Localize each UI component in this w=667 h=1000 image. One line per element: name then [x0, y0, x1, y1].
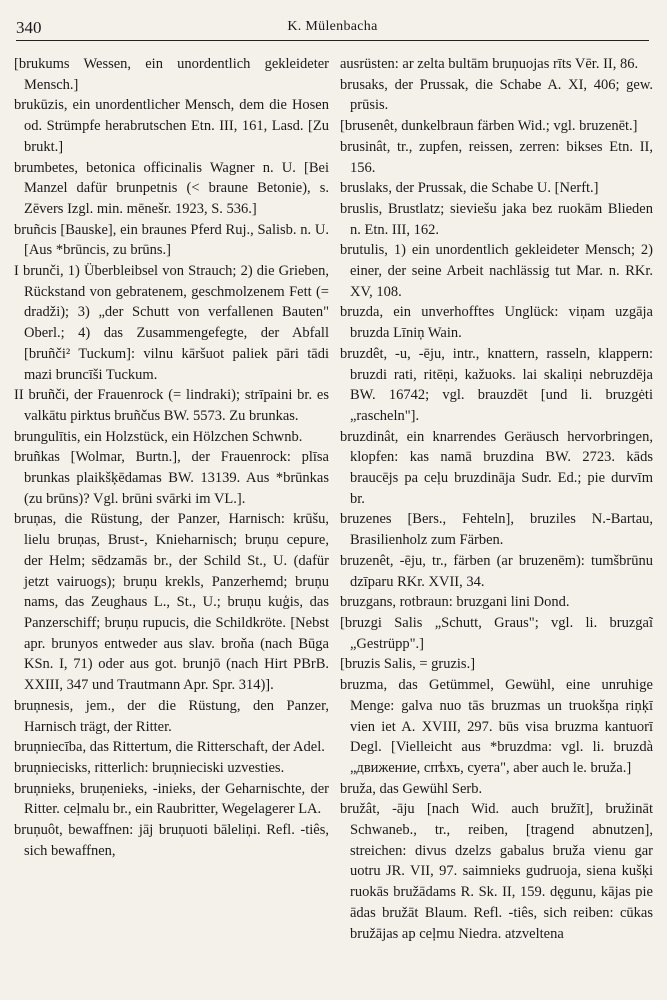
entry-brunci-1: I brunči, 1) Überbleibsel von Strauch; 2) die Grieben, Rückstand von gebratenem, geschmolzenem Fett (= dradži); 3) „der Schutt von verfallenen Bauten" Oberl.; 4) das Zusammengefegte, der Abfall [bruñči² Tuckum]: vilnu kāršuot paliek pāri tādi mazi bruncīši Tuckum. [14, 263, 329, 383]
entry-brunuot: bruņuôt, bewaffnen: jāj bruņuoti bāleliņi. Refl. -tiês, sich bewaffnen, [14, 822, 329, 859]
entry-brunnesis: bruņnesis, jem., der die Rüstung, den Panzer, Harnisch trägt, der Ritter. [14, 697, 329, 735]
running-head: K. Mülenbacha [287, 19, 378, 34]
entry-brutulis: brutulis, 1) ein unordentlich gekleideter Mensch; 2) einer, der seine Arbeit nachlässig tut Mar. n. RKr. XV, 108. [340, 242, 653, 300]
entry-bruzma: bruzma, das Getümmel, Gewühl, eine unruhige Menge: galva nuo tās bruzmas un truokšņa riņķī vien iet A. XVIII, 297. būs visa bruzma kantuorī Degl. [Vielleicht aus *bruzdma: vgl. li. bruzdà „движение, спѣхъ, суета", aber auch le. bruža.] [340, 677, 653, 776]
entry-bruzdet: bruzdêt, -u, -ēju, intr., knattern, rasseln, klappern: bruzdi rati, ritēņi, kažuoks. lai skaliņi nebruzdēja BW. 16742; vgl. brauzdēt [und li. bruzgėti „rascheln"]. [340, 345, 653, 424]
entry-brungulitis: brungulītis, ein Holzstück, ein Hölzchen Schwnb. [14, 428, 303, 445]
entry-brunkas: bruñkas [Wolmar, Burtn.], der Frauenrock: plīsa brunkas plaikšķēdamas BW. 13139. Aus *brūnkas (zu brūns)? Vgl. brūni svārki im VL.]. [14, 449, 329, 507]
entry-brusaks: brusaks, der Prussak, die Schabe A. XI, 406; gew. prūsis. [340, 76, 653, 114]
entry-bruzenes: bruzenes [Bers., Fehteln], bruziles N.-Bartau, Brasilienholz zum Färben. [340, 511, 653, 549]
entry-brunnieks: bruņnieks, bruņenieks, -inieks, der Geharnischte, der Ritter. ceļmalu br., ein Raubritter, Wegelagerer LA. [14, 780, 329, 818]
entry-brunci-2: II bruñči, der Frauenrock (= lindraki); strīpaini br. es valkātu pirktus bruñčus BW. 5573. Zu brunkas. [14, 387, 329, 424]
entry-bruzis: [bruzis Salis, = gruzis.] [340, 656, 476, 673]
entry-bruzenet: bruzenêt, -ēju, tr., färben (ar bruzenēm): tumšbrūnu dzīparu RKr. XVII, 34. [340, 552, 653, 590]
entry-brunnieciba: bruņniecība, das Rittertum, die Ritterschaft, der Adel. [14, 739, 325, 756]
entry-bruzgans: bruzgans, rotbraun: bruzgani lini Dond. [340, 594, 570, 611]
entry-bruncis: bruñcis [Bauske], ein braunes Pferd Ruj., Salisb. n. U. [Aus *brūncis, zu brūns.] [14, 221, 329, 259]
page-number: 340 [16, 18, 42, 37]
entry-bruzat: bružât, -āju [nach Wid. auch bružīt], bružināt Schwaneb., tr., reiben, [tragend abnutzen], streichen: divus dzelzs gabalus bruža vienu gar uotru JR. VII, 97. saimnieks gudruoja, siena kušķi ruokās bružādams R. Sk. II, 159. dęgunu, kājas pie ādas bružāt Blaum. Refl. -tiês, sich reiben: cūkas bružājas ap ceļmu Niedra. atzveltena [340, 801, 653, 942]
entry-bruslaks: bruslaks, der Prussak, die Schabe U. [Nerft.] [340, 180, 599, 197]
entry-brunniecisks: bruņniecisks, ritterlich: bruņnieciski uzvesties. [14, 759, 285, 776]
entry-bruzdinat: bruzdinât, ein knarrendes Geräusch hervorbringen, klopfen: kas namā bruzdina BW. 2723. kāds braucējs pa ceļu bruzdināja Sudr. Ed.; pie durvīm br. [340, 428, 653, 507]
entry-brunas: bruņas, die Rüstung, der Panzer, Harnisch: krūšu, lielu bruņas, Brust-, Knieharnisch; bruņu cepure, der Helm; sēdzamās br., der Schild St., U. (dafür jetzt vairuogs); bruņu krekls, Panzerhemd; bruņu nams, das Zeughaus L., St., U.; bruņu kuģis, das Panzerschiff; bruņu rupucis, die Schildkröte. [Nebst apr. brunyos entweder aus slav. broňa (nach Būga KSn. I, 71) oder aus got. brunjō (nach Hirt PBrB. XXIII, 347 und Trautmann Apr. Spr. 314)]. [14, 511, 329, 694]
entry-bruzgi: [bruzgi Salis „Schutt, Graus"; vgl. li. bruzgaĩ „Gestrüpp".] [340, 614, 653, 652]
entry-brukums: [brukums Wessen, ein unordentlich gekleideter Mensch.] [14, 56, 329, 93]
entry-brusenet: [brusenêt, dunkelbraun färben Wid.; vgl. bruzenēt.] [340, 118, 638, 135]
entry-bruza: bruža, das Gewühl Serb. [340, 780, 483, 797]
page-header [16, 18, 649, 41]
entry-bruslis: bruslis, Brustlatz; sieviešu jaka bez ruokām Blieden n. Etn. III, 162. [340, 200, 653, 238]
entry-brusinat: brusinât, tr., zupfen, reissen, zerren: bikses Etn. II, 156. [340, 138, 653, 176]
entry-continuation: ausrüsten: ar zelta bultām bruņuojas rīts Vēr. II, 86. [340, 56, 639, 72]
entry-brumbetes: brumbetes, betonica officinalis Wagner n. U. [Bei Manzel dafür brunpetnis (< braune Betonie), s. Zēvers Izgl. min. mēnešr. 1923, S. 536.] [14, 159, 329, 217]
entry-bruzda: bruzda, ein unverhofftes Unglück: viņam uzgāja bruzda Līniņ Wain. [340, 304, 653, 342]
right-column [340, 54, 653, 994]
entry-brukuzis: brukūzis, ein unordentlicher Mensch, dem die Hosen od. Strümpfe herabrutschen Etn. III, 161, Lasd. [Zu brukt.] [14, 97, 329, 155]
left-column [14, 54, 329, 994]
